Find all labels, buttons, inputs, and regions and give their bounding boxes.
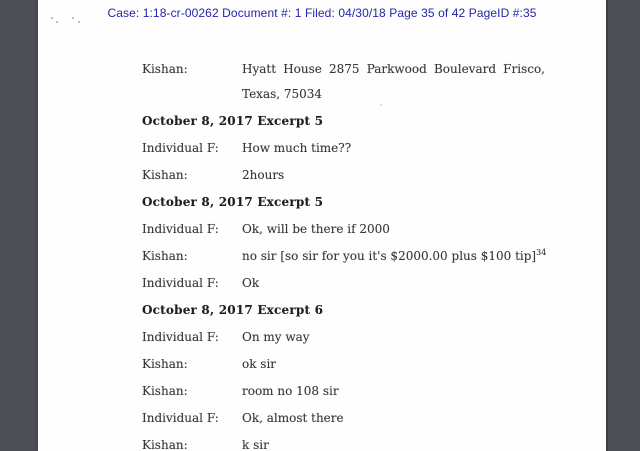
excerpt-heading: October 8, 2017 Excerpt 6 [142,303,324,317]
dialogue-row [142,141,351,156]
speaker-label: Kishan: [142,62,188,76]
utterance-text: Ok, almost there [242,411,344,425]
utterance-text: ok sir [242,357,277,371]
utterance-text: On my way [242,330,310,344]
dialogue-row [142,168,284,183]
dialogue-row [142,411,344,426]
footnote-reference: 34 [536,248,547,257]
dialogue-row [142,330,310,345]
dialogue-row [142,357,276,372]
utterance-text: Ok, will be there if 2000 [242,222,390,236]
dialogue-row [142,249,546,264]
dialogue-row [142,57,545,107]
utterance-text: Hyatt House 2875 Parkwood Boulevard Frisco, Texas, 75034 [242,62,545,101]
utterance-text: 2hours [242,168,285,182]
utterance-text: k sir [242,438,269,451]
speaker-label: Kishan: [142,168,188,182]
excerpt-heading: October 8, 2017 Excerpt 5 [142,195,324,209]
dialogue-row [142,276,259,291]
utterance-text: room no 108 sir [242,384,339,398]
dialogue-row [142,438,269,451]
speaker-label: Individual F: [142,222,219,236]
speaker-label: Kishan: [142,384,188,398]
excerpt-heading: October 8, 2017 Excerpt 5 [142,114,324,128]
speaker-label: Kishan: [142,438,188,451]
speaker-label: Individual F: [142,330,219,344]
speaker-label: Individual F: [142,141,219,155]
dialogue-row [142,384,339,399]
utterance-text: How much time?? [242,141,352,155]
utterance-text: no sir [so sir for you it's $2000.00 plus $100 tip]$^{34}$ [242,248,547,263]
dialogue-row [142,222,390,237]
case-caption-header: Case: 1:18-cr-00262 Document #: 1 Filed: 04/30/18 Page 35 of 42 PageID #:35 [107,6,537,20]
speaker-label: Kishan: [142,357,188,371]
speaker-label: Individual F: [142,276,219,290]
speaker-label: Individual F: [142,411,219,425]
utterance-text: Ok [242,276,260,290]
speaker-label: Kishan: [142,249,188,263]
